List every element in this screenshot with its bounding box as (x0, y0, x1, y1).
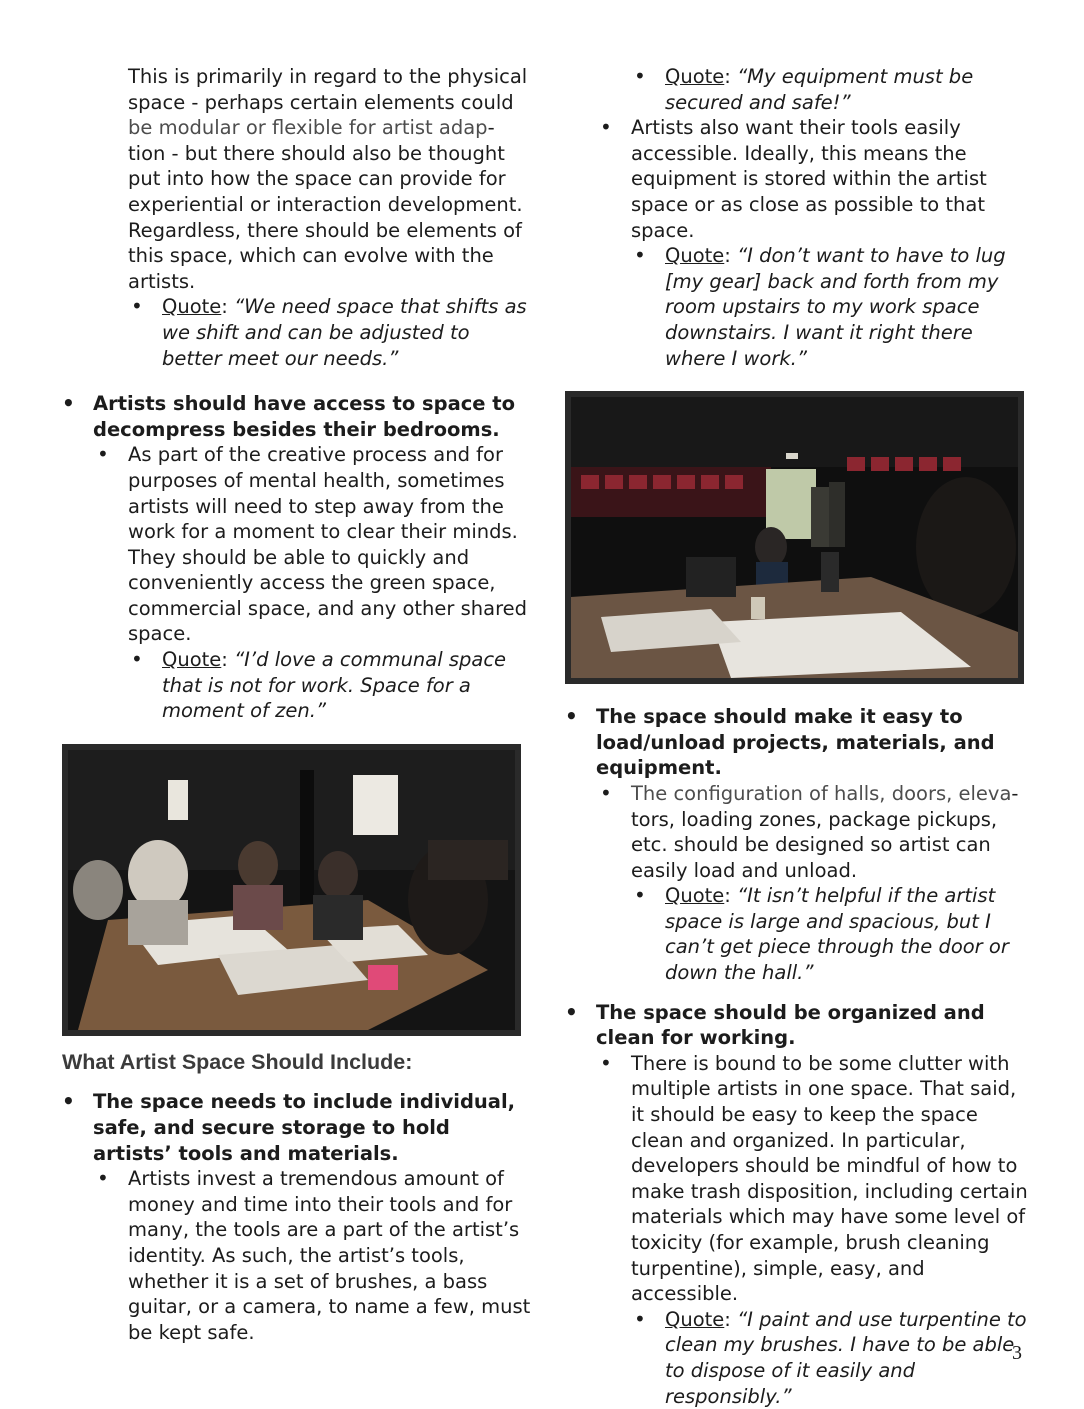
theater-photo (565, 391, 1024, 684)
quote-item: • Quote: “I don’t want to have to lug [my gear] back and forth from my room upstairs to my work space downstairs. I want it right there where I work.” (565, 243, 1035, 371)
quote-text: “I’d love a communal space that is not for work. Space for a moment of zen.” (162, 648, 507, 723)
quote-text: “My equipment must be secured and safe!” (665, 65, 974, 114)
quote-label: Quote (665, 884, 725, 908)
quote-text: “I paint and use turpentine to clean my brushes. I have to be able to dispose of it easily and responsibly.” (665, 1307, 1027, 1408)
quote-item: • Quote: “We need space that shifts as we shift and can be adjusted to better meet our needs.” (62, 294, 532, 371)
point-heading: • The space should make it easy to load/unload projects, materials, and equipment. (565, 704, 1035, 781)
left-column (62, 64, 532, 1345)
point-body: • Artists also want their tools easily accessible. Ideally, this means the equipment is stored within the artist space or as close as possible to that space. (565, 115, 1035, 243)
point-body: • The configuration of halls, doors, eleva- tors, loading zones, package pickups, etc. should be designed so artist can easily load and unload. (565, 781, 1035, 883)
point-heading: • The space needs to include individual, safe, and secure storage to hold artists’ tools and materials. (62, 1089, 532, 1166)
point-body-gray: The configuration of halls, doors, eleva (631, 781, 1012, 805)
lead-paragraph: This is primarily in regard to the physical space - perhaps certain elements could be modular or flexible for artist adap- tion - but there should also be thought put into how the space can provide for experiential or interaction development. Regardless, there should be elements of this space, which can evolve with the artists. (128, 65, 528, 293)
quote-label: Quote (665, 244, 725, 268)
right-column (565, 64, 1035, 1409)
quote-label: Quote (162, 295, 222, 319)
point-body: • There is bound to be some clutter with multiple artists in one space. That said, it should be easy to keep the space clean and organized. In particular, developers should be mindful of how to make trash disposition, including certain materials which may have some level of toxicity (for example, brush cleaning turpentine), simple, easy, and accessible. (565, 1051, 1035, 1307)
quote-label: Quote (162, 648, 222, 672)
section-heading: What Artist Space Should Include: (62, 1049, 413, 1074)
quote-item: • Quote: “My equipment must be secured and safe!” (565, 64, 1035, 115)
lead-text-1: This is primarily in regard to the physical space - perhaps certain elements could (128, 65, 528, 114)
point-body: • Artists invest a tremendous amount of money and time into their tools and for many, the tools are a part of the artist’s identity. As such, the artist’s tools, whether it is a set of brushes, a bass guitar, or a camera, to name a few, must be kept safe. (62, 1166, 532, 1345)
point-body: • As part of the creative process and for purposes of mental health, sometimes artists will need to step away from the work for a moment to clear their minds. They should be able to quickly and conveniently access the green space, commercial space, and any other shared space. (62, 442, 532, 647)
quote-label: Quote (665, 65, 725, 88)
quote-label: Quote (665, 1307, 725, 1331)
lead-text-3: tion - but there should also be thought put into how the space can provide for experiential or interaction development. Regardless, there should be elements of this space, which can evolve with the artists. (128, 141, 523, 293)
point-heading: • Artists should have access to space to decompress besides their bedrooms. (62, 391, 532, 442)
quote-text: “We need space that shifts as we shift and can be adjusted to better meet our needs.” (162, 295, 527, 370)
page-number: 3 (1012, 1342, 1022, 1364)
point-heading: • The space should be organized and clean for working. (565, 1000, 1035, 1051)
theater-photo-image (571, 397, 1018, 678)
quote-item: • Quote: “I’d love a communal space that is not for work. Space for a moment of zen.” (62, 647, 532, 724)
quote-text: “I don’t want to have to lug [my gear] back and forth from my room upstairs to my work space downstairs. I want it right there where I work.” (665, 244, 1006, 370)
point-body-rest: tors, loading zones, package pickups, etc. should be designed so artist can easily load and unload. (631, 807, 998, 882)
lead-text-2: be modular or flexible for artist adap (128, 116, 488, 140)
workshop-photo (62, 744, 521, 1036)
quote-text: “It isn’t helpful if the artist space is large and spacious, but I can’t get piece through the door or down the hall.” (665, 884, 1009, 985)
quote-item: • Quote: “I paint and use turpentine to clean my brushes. I have to be able to dispose of it easily and responsibly.” (565, 1307, 1035, 1409)
quote-item: • Quote: “It isn’t helpful if the artist space is large and spacious, but I can’t get piece through the door or down the hall.” (565, 883, 1035, 985)
workshop-photo-image (68, 750, 515, 1030)
